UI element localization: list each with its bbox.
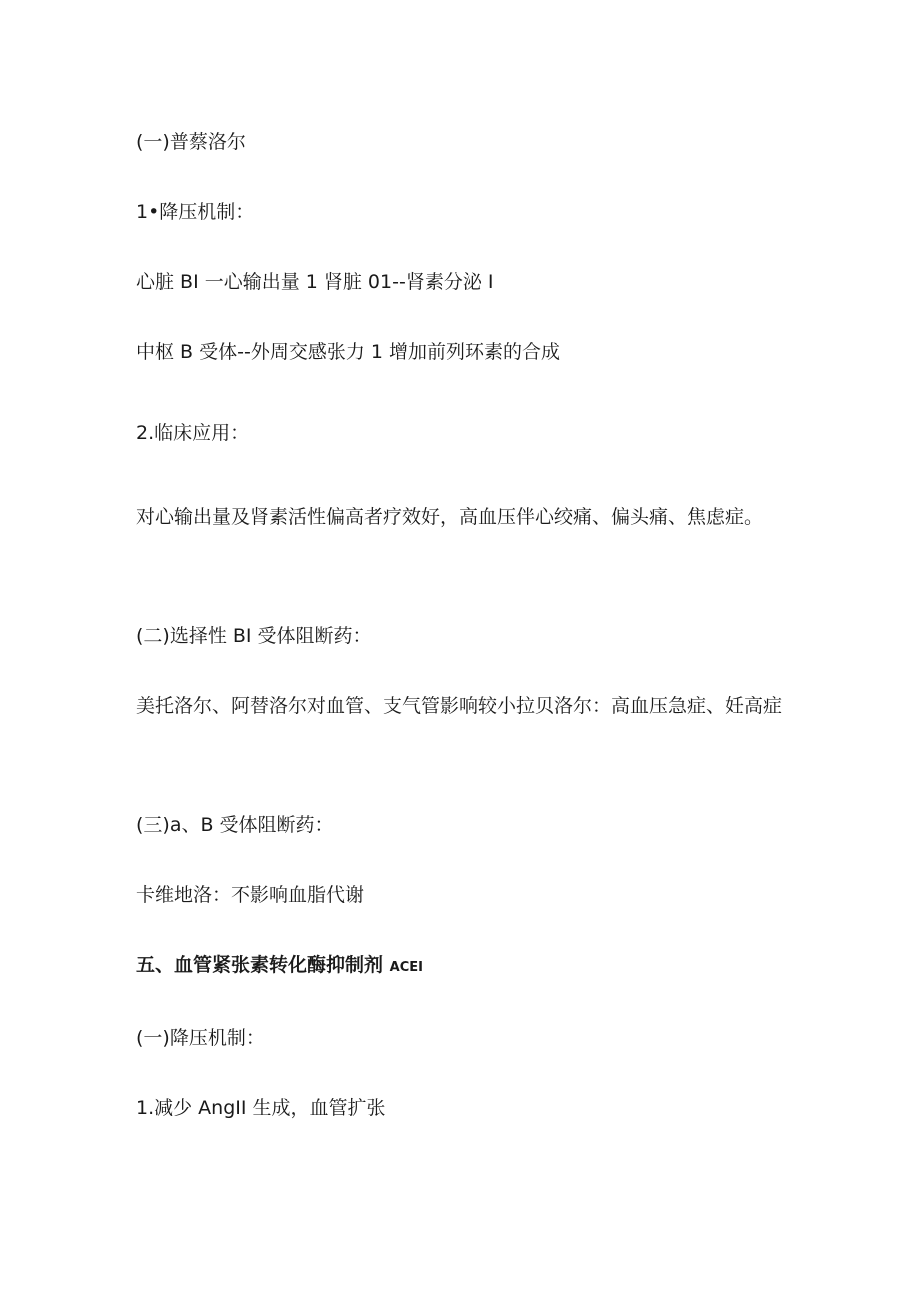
subsection-title: (三)a、B 受体阻断药： xyxy=(136,814,334,836)
section-heading-text: 五、血管紧张素转化酶抑制剂 xyxy=(136,954,384,976)
section-heading xyxy=(136,941,796,992)
subsection-title: (二)选择性 BI 受体阻断药： xyxy=(136,625,372,647)
paragraph: 美托洛尔、阿替洛尔对血管、支气管影响较小拉贝洛尔：高血压急症、妊高症 xyxy=(136,695,783,717)
section-heading-abbr: ACEI xyxy=(389,960,423,975)
paragraph: 心脏 BI 一心输出量 1 肾脏 01--肾素分泌 I xyxy=(136,271,494,293)
subsection-title: (一)降压机制： xyxy=(136,1027,265,1049)
list-item-heading: 1.减少 AngII 生成，血管扩张 xyxy=(136,1097,386,1119)
list-item-heading: 2.临床应用： xyxy=(136,422,250,444)
list-item-heading: 1•降压机制： xyxy=(136,201,255,223)
paragraph: 中枢 B 受体--外周交感张力 1 增加前列环素的合成 xyxy=(136,341,560,363)
subsection-title: (一)普蔡洛尔 xyxy=(136,131,246,153)
paragraph: 卡维地洛：不影响血脂代谢 xyxy=(136,884,365,906)
paragraph: 对心输出量及肾素活性偏高者疗效好，高血压伴心绞痛、偏头痛、焦虑症。 xyxy=(136,506,764,528)
